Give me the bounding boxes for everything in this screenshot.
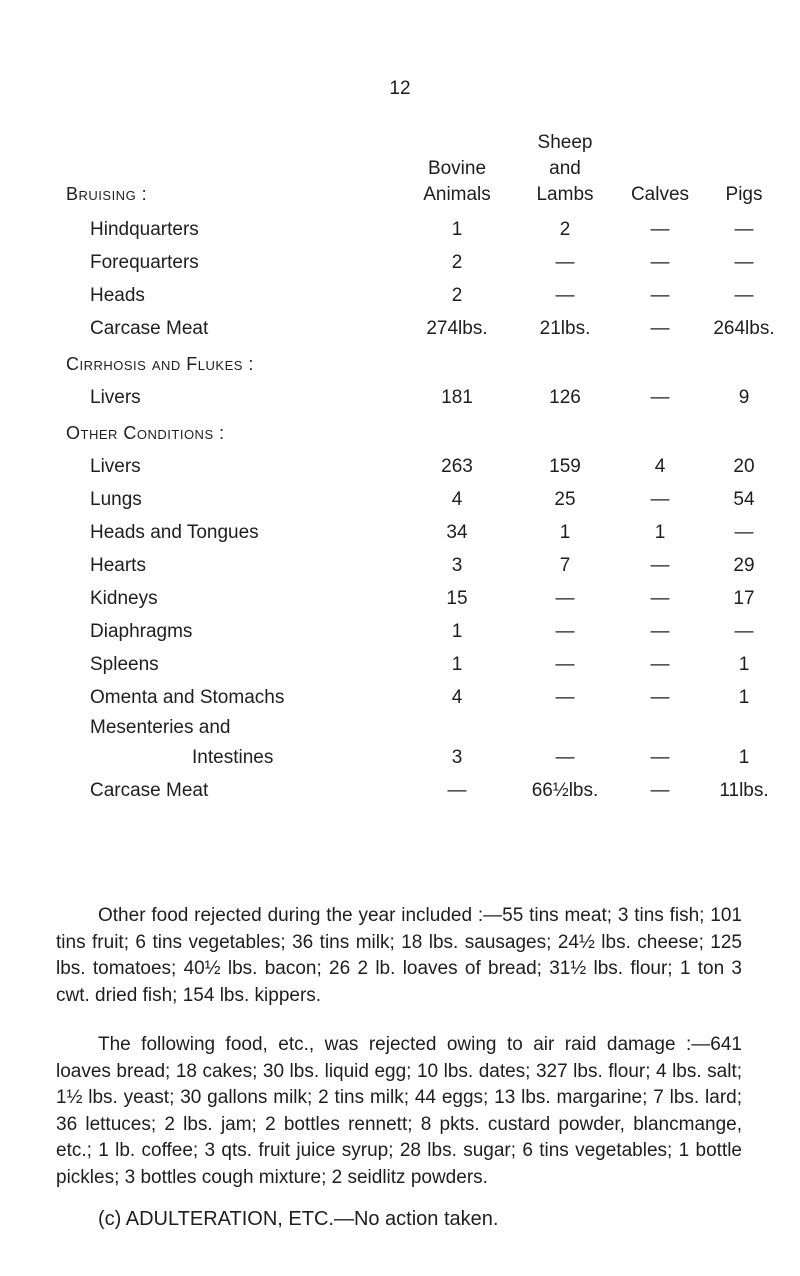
row-label-text: Forequarters — [90, 252, 199, 273]
cell-value: — — [734, 522, 754, 543]
cell-value: — — [734, 285, 754, 306]
cell-value: — — [650, 318, 670, 339]
cell-value: 15 — [446, 588, 468, 609]
section-title-text: Other Conditions : — [66, 423, 225, 443]
page-number: 12 — [389, 78, 411, 99]
cell-value: 274lbs. — [426, 318, 488, 339]
row-label — [66, 274, 402, 307]
cell-value: 126 — [549, 387, 581, 408]
cell-value: — — [650, 780, 670, 801]
table-row — [66, 241, 786, 274]
cell-value: — — [650, 252, 670, 273]
cell-value: 2 — [451, 285, 463, 306]
row-label — [66, 676, 402, 709]
column-header-line: Animals — [423, 184, 491, 205]
row-label — [66, 376, 402, 409]
cell-value: — — [650, 747, 670, 768]
table-row — [66, 274, 786, 307]
row-label-text: Hearts — [90, 555, 146, 576]
cell-value: 263 — [441, 456, 473, 477]
row-label-text: Kidneys — [90, 588, 158, 609]
cell-value: 4 — [451, 489, 463, 510]
table-row — [66, 643, 786, 676]
row-label-text: Heads — [90, 285, 145, 306]
row-label-text: Heads and Tongues — [90, 522, 259, 543]
cell-value: — — [555, 687, 575, 708]
column-header — [618, 130, 702, 208]
row-label — [66, 445, 402, 478]
cell-value: — — [555, 588, 575, 609]
column-header-line: Bovine — [427, 158, 487, 179]
column-header-line: and — [549, 158, 581, 179]
cell-value: — — [555, 747, 575, 768]
section-row — [66, 409, 786, 445]
cell-value: — — [734, 219, 754, 240]
table-row — [66, 478, 786, 511]
cell-value: 54 — [733, 489, 755, 510]
cell-value: 1 — [451, 219, 463, 240]
cell-value: 264lbs. — [713, 318, 775, 339]
adulteration-note: (c) ADULTERATION, ETC.—No action taken. — [98, 1208, 499, 1230]
row-label-text: Intestines — [192, 747, 274, 768]
cell-value: 1 — [559, 522, 571, 543]
cell-value: 1 — [738, 654, 750, 675]
table-row — [66, 577, 786, 610]
cell-value: 2 — [559, 219, 571, 240]
cell-value: 1 — [451, 654, 463, 675]
cell-value: 2 — [451, 252, 463, 273]
table-row — [66, 769, 786, 802]
cell-value: — — [650, 621, 670, 642]
column-header-line: Pigs — [725, 184, 763, 205]
cell-value: 3 — [451, 747, 463, 768]
section-title — [66, 130, 402, 208]
row-label-text: Diaphragms — [90, 621, 193, 642]
cell-value: 1 — [654, 522, 666, 543]
row-label — [66, 769, 402, 802]
cell-value: 7 — [559, 555, 571, 576]
cell-value: 3 — [451, 555, 463, 576]
condemned-meat-table — [66, 130, 786, 802]
cell-value: — — [734, 621, 754, 642]
table-row — [66, 307, 786, 340]
row-label — [66, 241, 402, 274]
cell-value: — — [650, 654, 670, 675]
section-title-text: Bruising : — [66, 184, 148, 204]
row-label — [66, 208, 402, 241]
row-label-text: Omenta and Stomachs — [90, 687, 285, 708]
cell-value: 181 — [441, 387, 473, 408]
cell-value: — — [650, 489, 670, 510]
table-row — [66, 208, 786, 241]
row-label — [66, 544, 402, 577]
row-label-text: Livers — [90, 456, 141, 477]
cell-value: 4 — [451, 687, 463, 708]
cell-value: — — [734, 252, 754, 273]
cell-value: 20 — [733, 456, 755, 477]
column-header-row — [66, 130, 786, 208]
row-label — [66, 307, 402, 340]
section-title — [66, 340, 786, 376]
column-header — [702, 130, 786, 208]
row-label-text: Lungs — [90, 489, 142, 510]
row-label-text: Livers — [90, 387, 141, 408]
table-body — [66, 130, 786, 802]
cell-value: 29 — [733, 555, 755, 576]
cell-value: 1 — [738, 747, 750, 768]
row-label-text: Mesenteries and — [90, 717, 231, 738]
cell-value: — — [650, 687, 670, 708]
other-food-rejected-paragraph: Other food rejected during the year included :—55 tins meat; 3 tins fish; 101 tins fruit; 6 tins vegetables; 36 tins milk; 18 lbs. sausages; 24½ lbs. cheese; 125 lbs. tomatoes; 40½ lbs. bacon; 26 2 lb. loaves of bread; 31½ lbs. flour; 1 ton 3 cwt. dried fish; 154 lbs. kippers. — [56, 905, 742, 1006]
cell-value: — — [447, 780, 467, 801]
section-title-text: Cirrhosis and Flukes : — [66, 354, 254, 374]
row-label — [66, 511, 402, 544]
cell-value: — — [555, 252, 575, 273]
row-label — [66, 739, 402, 769]
cell-value: — — [555, 285, 575, 306]
cell-value: 9 — [738, 387, 750, 408]
row-label-text: Carcase Meat — [90, 780, 209, 801]
table-row — [66, 511, 786, 544]
cell-value: 66½lbs. — [531, 780, 599, 801]
row-label — [66, 478, 402, 511]
row-label — [66, 610, 402, 643]
cell-value: — — [650, 285, 670, 306]
cell-value: 21lbs. — [539, 318, 591, 339]
table-row — [66, 376, 786, 409]
section-title — [66, 409, 786, 445]
cell-value: — — [555, 621, 575, 642]
cell-value: 1 — [451, 621, 463, 642]
cell-value: — — [650, 588, 670, 609]
row-label — [66, 643, 402, 676]
column-header-line: Lambs — [536, 184, 594, 205]
table-row — [66, 544, 786, 577]
table-row — [66, 610, 786, 643]
air-raid-damage-paragraph: The following food, etc., was rejected owing to air raid damage :—641 loaves bread; 18 cakes; 30 lbs. liquid egg; 10 lbs. dates; 327 lbs. flour; 4 lbs. salt; 1½ lbs. yeast; 30 gallons milk; 2 tins milk; 44 eggs; 13 lbs. margarine; 7 lbs. lard; 36 lettuces; 2 lbs. jam; 2 bottles rennett; 8 pkts. custard powder, blancmange, etc.; 1 lb. coffee; 3 qts. fruit juice syrup; 28 lbs. sugar; 6 tins vegetables; 1 bottle pickles; 3 bottles cough mixture; 2 seidlitz powders. — [56, 1034, 742, 1188]
column-header — [512, 130, 618, 208]
cell-value: 159 — [549, 456, 581, 477]
table-row — [66, 709, 786, 739]
row-label — [66, 577, 402, 610]
section-row — [66, 340, 786, 376]
column-header-line: Calves — [630, 184, 690, 205]
row-label-text: Carcase Meat — [90, 318, 209, 339]
cell-value: 34 — [446, 522, 468, 543]
cell-value: — — [555, 654, 575, 675]
table-row — [66, 445, 786, 478]
cell-value: 1 — [738, 687, 750, 708]
cell-value: 25 — [554, 489, 576, 510]
cell-value: 11lbs. — [719, 780, 769, 801]
row-label — [66, 709, 786, 739]
column-header — [402, 130, 512, 208]
column-header-line: Sheep — [537, 132, 593, 153]
table-row — [66, 739, 786, 769]
row-label-text: Hindquarters — [90, 219, 199, 240]
cell-value: — — [650, 555, 670, 576]
cell-value: — — [650, 387, 670, 408]
cell-value: 17 — [733, 588, 755, 609]
table-row — [66, 676, 786, 709]
cell-value: — — [650, 219, 670, 240]
cell-value: 4 — [654, 456, 666, 477]
row-label-text: Spleens — [90, 654, 159, 675]
